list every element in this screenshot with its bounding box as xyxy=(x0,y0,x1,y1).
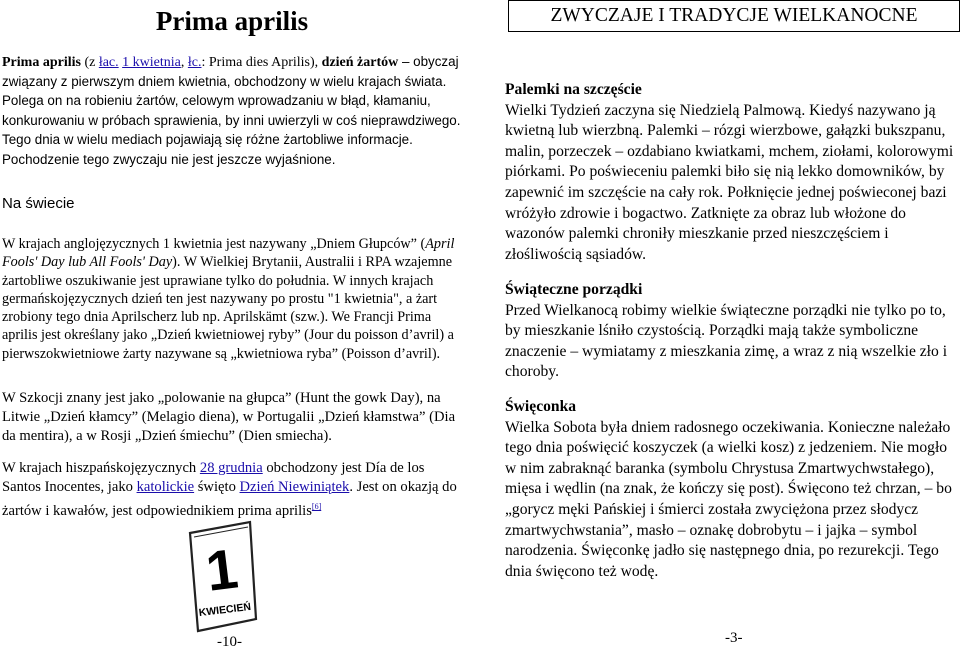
calendar-month: KWIECIEŃ xyxy=(198,600,252,620)
section-cleaning-heading: Świąteczne porządki xyxy=(505,281,643,298)
right-page-title: ZWYCZAJE I TRADYCJE WIELKANOCNE xyxy=(550,5,918,26)
world-italic: April Fools' Day lub All Fools' Day xyxy=(2,236,455,271)
section-swieconka-heading: Święconka xyxy=(505,398,577,415)
right-page-number: -3- xyxy=(725,630,743,646)
intro-bold-term: Prima aprilis xyxy=(2,55,81,70)
link-lac[interactable]: łac. xyxy=(98,55,119,70)
spain-text-1: W krajach hiszpańskojęzycznych xyxy=(2,460,200,476)
link-april-1[interactable]: 1 kwietnia xyxy=(122,55,181,70)
right-title-box xyxy=(508,0,960,32)
intro-bold-day: dzień żartów xyxy=(321,55,399,70)
intro-paragraph xyxy=(2,53,462,170)
intro-text-1: (z xyxy=(80,55,99,70)
world-paragraph xyxy=(2,235,462,363)
section-palms xyxy=(505,80,959,265)
intro-text-4: : Prima dies Aprilis), xyxy=(201,55,322,70)
section-palms-heading: Palemki na szczęście xyxy=(505,81,642,98)
section-palms-text: Wielki Tydzień zaczyna się Niedzielą Palmową. Kiedyś nazywano ją kwietną lub wierzbną. Palemki – rózgi wierzbowe, gałązki bukszpanu, malin, porzeczek – ozdabiano kwiatkami, mchem, ziołami, kolorowymi piórkami. Po poświeceniu palemki biło się nią lekko domowników, by zapewnić im szczęście na cały rok. Połknięcie jednej poświeconej bazi wróżyło zdrowie i bogactwo. Zatknięte za obraz lub włożone do wazonów palemki chroniły mieszkanie przed nieszczęściem i złośliwością sąsiadów. xyxy=(505,101,954,263)
reference-link[interactable]: [6] xyxy=(311,502,322,511)
spain-paragraph xyxy=(2,459,462,521)
section-cleaning-text: Przed Wielkanocą robimy wielkie świąteczne porządki nie tylko po to, by mieszkanie lśniło czystością. Porządki mają także symboliczne znaczenie – wymiatamy z mieszkania zimę, a wraz z nią wszelkie zło i choroby. xyxy=(505,301,948,381)
link-dec-28[interactable]: 28 grudnia xyxy=(199,460,263,476)
calendar-card-image xyxy=(184,519,258,633)
spain-text-3: święto xyxy=(194,479,240,495)
link-lc[interactable]: łc. xyxy=(187,55,202,70)
calendar-number: 1 xyxy=(202,536,242,603)
left-page-number: -10- xyxy=(217,634,242,650)
world-text-2: ). W Wielkiej Brytanii, Australii i RPA wzajemne żartobliwe oszukiwanie jest uprawiane tylko do południa. W innych krajach germańskojęzycznych dzień ten jest nazywany po prostu "1 kwietnia", a żart zrobiony tego dnia Aprilscherz lub np. Aprilskämt (szw.). We Francji Prima aprilis jest określany jako „Dzień kwietniowej ryby” (Jour du poisson d’avril) a pierwszokwietniowe żarty nazywane są „kwietniowa ryba” (Poisson d’avril). xyxy=(2,254,454,362)
section-swieconka xyxy=(505,397,959,582)
section-swieconka-text: Wielka Sobota była dniem radosnego oczekiwania. Konieczne należało tego dnia poświęcić koszyczek (a wielki kosz) z jedzeniem. Nie mogło w nim zabraknąć baranka (symbolu Chrystusa Zmartwychwstałego), mięsa i wędlin (na znak, że kończy się post). Święcono też chrzan, – bo „gorycz męki Pańskiej i śmierci została zwyciężona przez słodycz zmartwychwstania”, masło – oznakę dobrobytu – i jajka – symbol narodzenia. Święconkę jadło się następnego dnia, po rezurekcji. Tego dnia święcono też wodę. xyxy=(505,418,952,580)
section-heading-world: Na świecie xyxy=(2,195,75,212)
spain-text-2: obchodzony jest Día de los Santos Inocentes, jako xyxy=(2,460,425,495)
page-title: Prima aprilis xyxy=(155,6,309,36)
link-catholic[interactable]: katolickie xyxy=(136,479,195,495)
spain-text-4: . Jest on okazją do żartów i kawałów, jest odpowiednikiem prima aprilis xyxy=(2,479,457,519)
link-holy-innocents[interactable]: Dzień Niewiniątek xyxy=(239,479,350,495)
intro-text-3: , xyxy=(180,55,188,70)
section-cleaning xyxy=(505,280,959,383)
world-text-1: W krajach anglojęzycznych 1 kwietnia jest nazywany „Dniem Głupców” ( xyxy=(2,236,426,252)
scotland-paragraph: W Szkocji znany jest jako „polowanie na głupca” (Hunt the gowk Day), na Litwie „Dzień kłamcy” (Melagio diena), w Portugalii „Dzień kłamstwa” (Dia da mentira), a w Rosji „Dzień śmiechu” (Dien smiecha). xyxy=(2,390,456,444)
intro-text-5: – obyczaj związany z pierwszym dniem kwietnia, obchodzony w wielu krajach świata. Polega on na robieniu żartów, celowym wprowadzaniu w błąd, kłamaniu, konkurowaniu w próbach sprawienia, by inni uwierzyli w coś nieprawdziwego. Tego dnia w wielu mediach pojawiają się różne żartobliwe informacje. Pochodzenie tego zwyczaju nie jest jeszcze wyjaśnione. xyxy=(2,54,461,167)
